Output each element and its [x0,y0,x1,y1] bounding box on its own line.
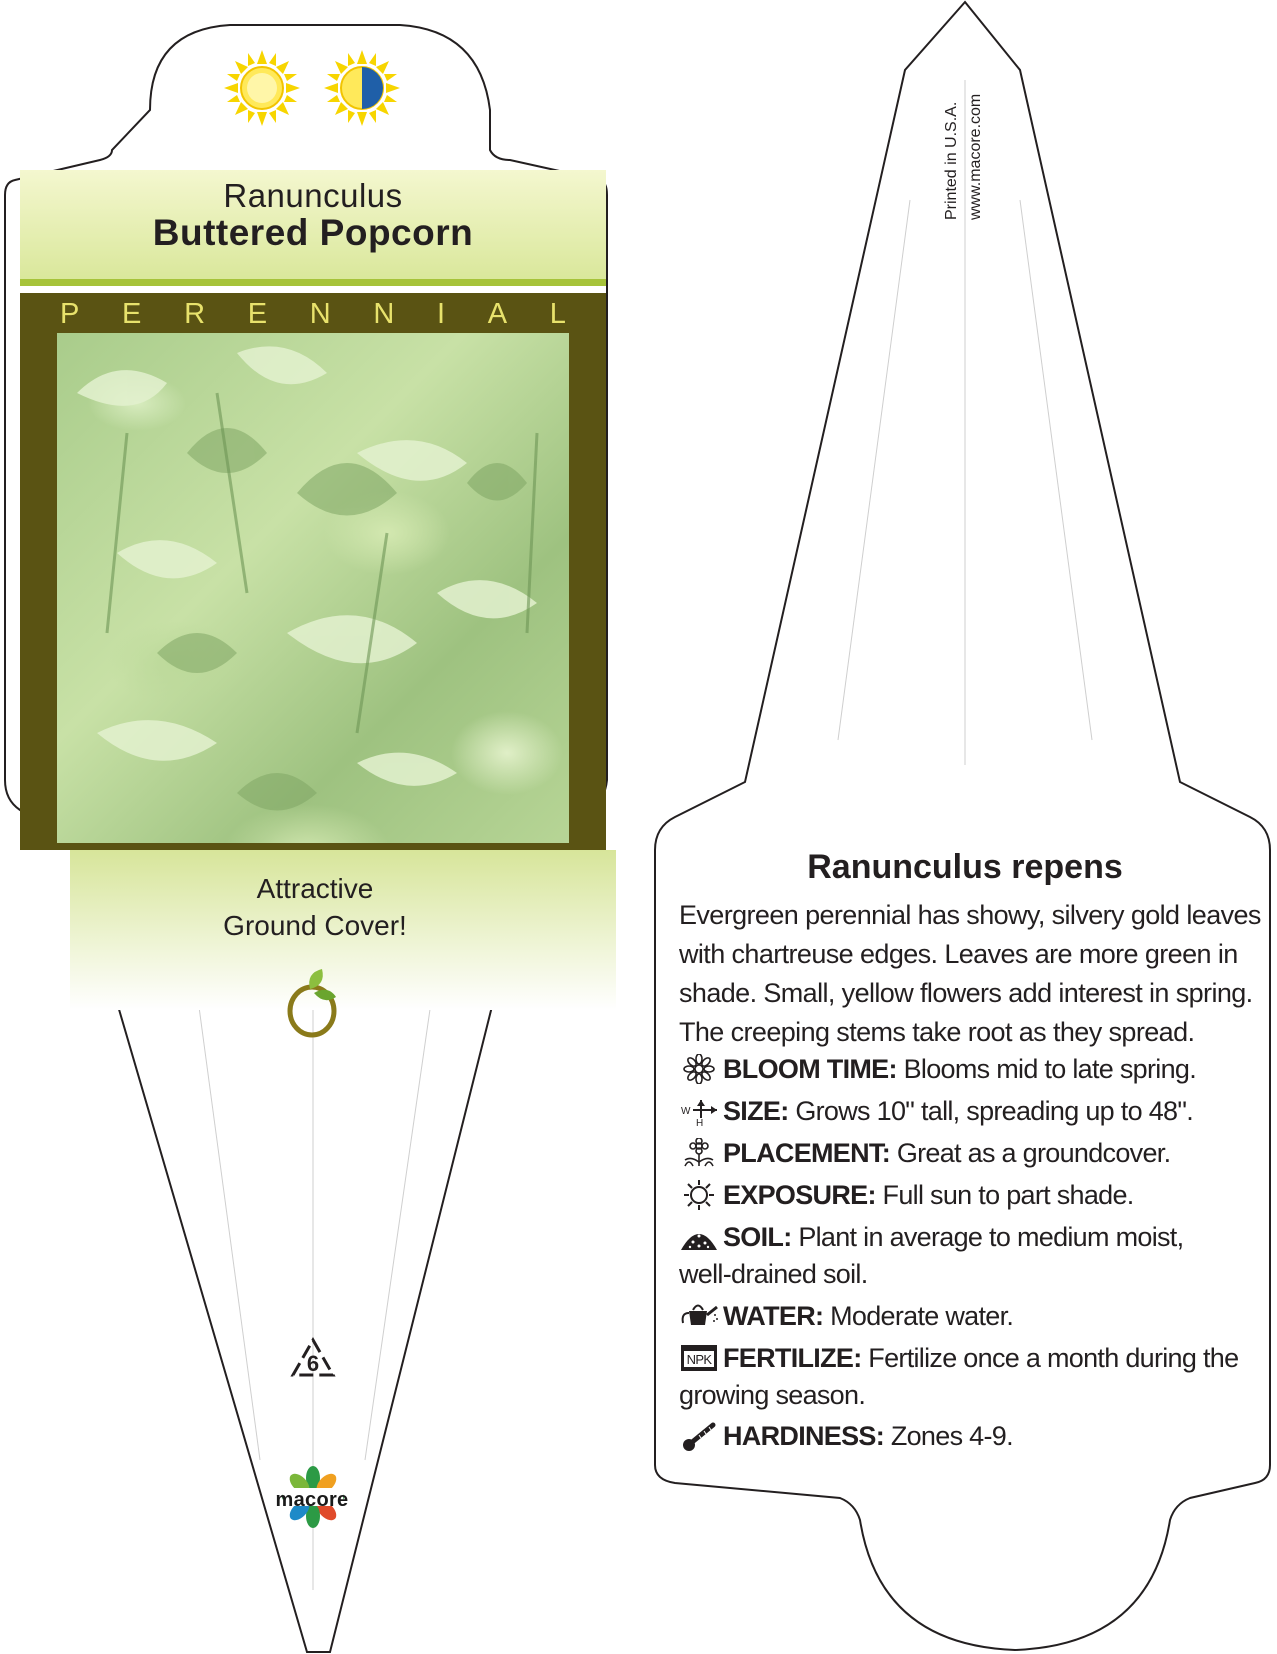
attribute-label: WATER: [723,1301,824,1331]
category-letter: N [309,298,331,330]
attribute-value: Fertilize once a month during the [868,1343,1239,1373]
attribute-label: PLACEMENT: [723,1138,890,1168]
title-underline [20,279,606,286]
attribute-water [679,1298,1277,1335]
attribute-label: FERTILIZE: [723,1343,862,1373]
category-label [20,298,606,332]
plant-variety-name: Buttered Popcorn [152,212,474,253]
watering-can-icon [679,1301,719,1331]
tagline [160,870,470,944]
recycle-code: 6 [306,1351,320,1376]
attribute-continuation: growing season. [679,1380,866,1410]
size-icon-w: W [681,1106,690,1117]
tagline-line2: Ground Cover! [223,910,407,941]
category-letter: R [184,298,206,330]
npk-icon [679,1343,719,1373]
attribute-label: SOIL: [723,1222,792,1252]
attribute-bloom-time [679,1051,1277,1088]
attribute-value: Plant in average to medium moist, [798,1222,1184,1252]
attribute-label: HARDINESS: [723,1421,885,1451]
plant-common-name: Ranunculus [223,177,403,214]
attribute-value: Grows 10" tall, spreading up to 48". [795,1096,1194,1126]
seed-sprout-icon [284,967,342,1039]
category-letter: E [247,298,268,330]
category-letter: L [549,298,566,330]
category-letter: A [487,298,508,330]
attribute-exposure [679,1177,1277,1214]
category-letter: E [122,298,142,330]
website: www.macore.com [967,93,984,220]
attribute-value: Full sun to part shade. [882,1180,1134,1210]
attribute-value: Great as a groundcover. [896,1138,1171,1168]
placement-icon [679,1138,719,1168]
plant-photo [57,333,569,843]
attribute-label: EXPOSURE: [723,1180,876,1210]
category-letter: P [60,298,80,330]
size-icon-h: H [696,1118,703,1126]
full-sun-icon [222,48,302,128]
attribute-value: Blooms mid to late spring. [903,1054,1197,1084]
plant-description: Evergreen perennial has showy, silvery gold leaves with chartreuse edges. Leaves are more green in shade. Small, yellow flowers add interest in spring. The creeping stems take root as they spread. [679,900,1261,1047]
attribute-fertilize [679,1340,1277,1414]
scientific-name: Ranunculus repens [807,848,1123,886]
print-info [940,50,984,220]
attribute-placement [679,1135,1277,1172]
soil-icon [679,1222,719,1252]
printed-in: Printed in U.S.A. [943,101,960,220]
category-letter: I [437,298,446,330]
brand-name: macore [275,1489,349,1511]
attribute-value: Zones 4-9. [890,1421,1013,1451]
attribute-label: BLOOM TIME: [723,1054,897,1084]
thermometer-icon [679,1421,719,1451]
attribute-size [679,1093,1277,1130]
attribute-label: SIZE: [723,1096,789,1126]
attribute-soil [679,1219,1277,1293]
part-shade-icon [322,48,402,128]
flower-icon [679,1054,719,1084]
size-icon [679,1096,719,1126]
npk-text: NPK [686,1352,712,1367]
attribute-value: Moderate water. [830,1301,1014,1331]
attribute-hardiness [679,1418,1277,1455]
sun-icon [679,1180,719,1210]
category-letter: N [373,298,395,330]
attribute-continuation: well-drained soil. [679,1259,868,1289]
tagline-line1: Attractive [256,873,374,904]
